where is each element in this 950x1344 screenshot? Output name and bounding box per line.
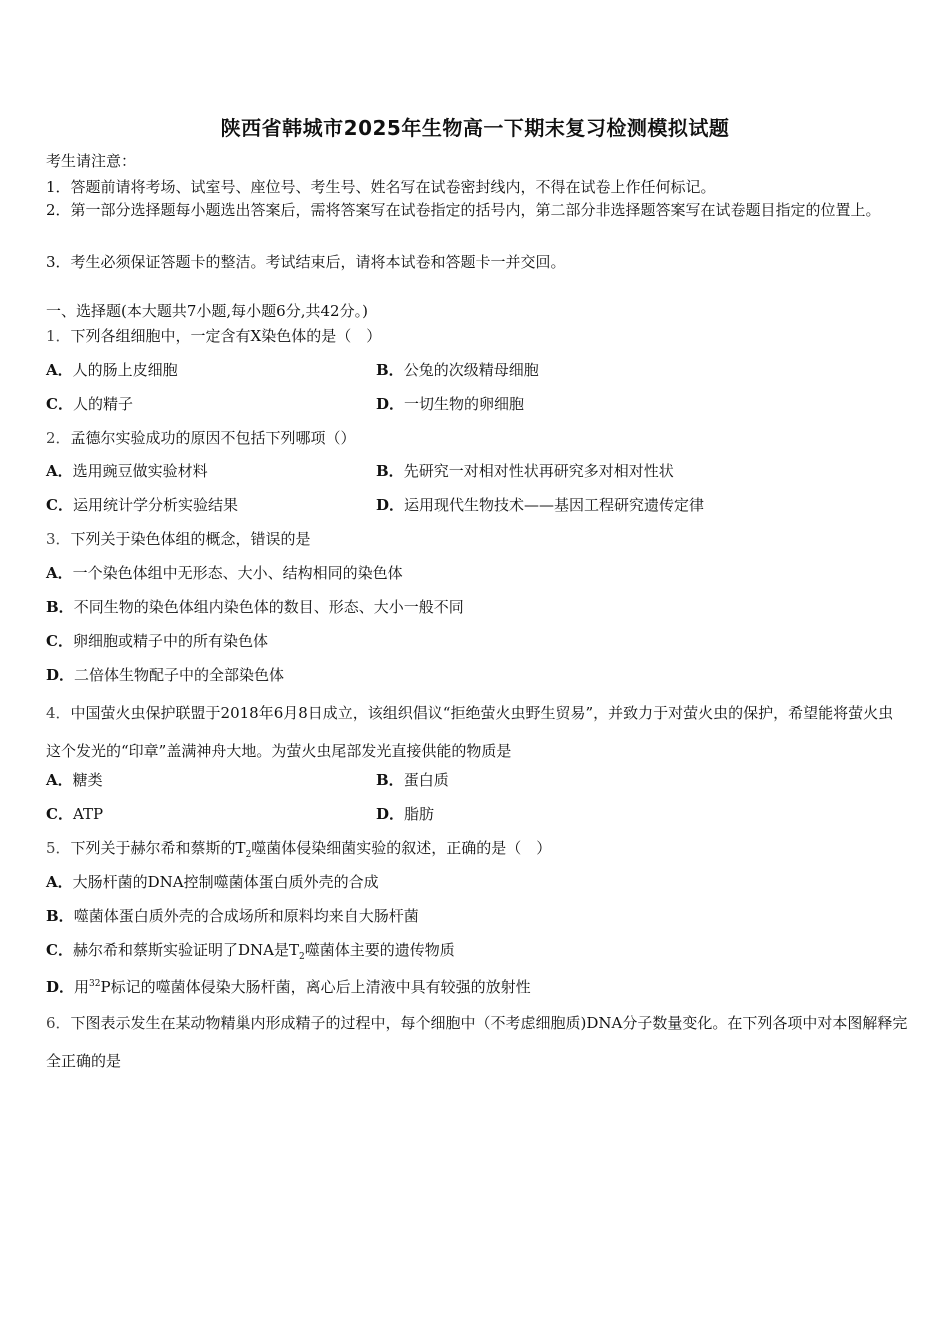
- question-2: [46, 429, 356, 447]
- notice-header: 考生请注意：: [46, 152, 137, 170]
- subscript: 2: [245, 850, 252, 860]
- question-stem: 下图表示发生在某动物精巢内形成精子的过程中，每个细胞中（不考虑细胞质)DNA分子数量变化。在下列各项中对本图解释完全正确的是: [46, 1014, 908, 1070]
- option-text: ATP: [72, 805, 104, 823]
- question-stem-cont: 噬菌体侵染细菌实验的叙述，正确的是（ ）: [251, 839, 552, 857]
- question-1: [46, 327, 381, 345]
- question-number: 6．: [46, 1014, 71, 1032]
- option-2b[interactable]: [376, 462, 674, 480]
- page-title: 陕西省韩城市2025年生物高一下期末复习检测模拟试题: [220, 116, 730, 140]
- question-number: 4．: [46, 704, 71, 722]
- question-number: 2．: [46, 429, 71, 447]
- option-1c[interactable]: [46, 395, 133, 413]
- question-4: [46, 694, 908, 770]
- option-text: 运用现代生物技术——基因工程研究遗传定律: [404, 496, 705, 514]
- option-text: 选用豌豆做实验材料: [72, 462, 208, 480]
- option-label: B．: [376, 361, 404, 379]
- option-text: 人的肠上皮细胞: [72, 361, 178, 379]
- question-stem: 中国萤火虫保护联盟于2018年6月8日成立，该组织倡议“拒绝萤火虫野生贸易”，并致力于对萤火虫的保护，希望能将萤火虫这个发光的“印章”盖满神舟大地。为萤火虫尾部发光直接供能的物质是: [46, 704, 894, 760]
- question-6: [46, 1004, 908, 1080]
- option-3d[interactable]: [46, 666, 284, 684]
- option-label: A．: [46, 361, 73, 379]
- option-text: 不同生物的染色体组内染色体的数目、形态、大小一般不同: [73, 598, 464, 616]
- option-4b[interactable]: [376, 771, 449, 789]
- subscript: 2: [298, 952, 305, 962]
- option-2a[interactable]: [46, 462, 208, 480]
- option-3b[interactable]: [46, 598, 464, 616]
- question-number: 1．: [46, 327, 71, 345]
- option-text: 运用统计学分析实验结果: [72, 496, 238, 514]
- option-label: D．: [46, 978, 75, 996]
- option-text: 卵细胞或精子中的所有染色体: [72, 632, 268, 650]
- option-label: D．: [376, 496, 405, 514]
- option-label: A．: [46, 462, 73, 480]
- option-2c[interactable]: [46, 496, 238, 514]
- option-3a[interactable]: [46, 564, 403, 582]
- option-label: C．: [46, 395, 73, 413]
- option-label: B．: [46, 598, 74, 616]
- notice-item-2: 2．第一部分选择题每小题选出答案后，需将答案写在试卷指定的括号内，第二部分非选择题答案写在试卷题目指定的位置上。: [46, 201, 881, 219]
- question-number: 5．: [46, 839, 71, 857]
- option-text: 用: [74, 978, 90, 996]
- option-text: 蛋白质: [403, 771, 449, 789]
- option-1a[interactable]: [46, 361, 178, 379]
- question-stem: 下列关于赫尔希和蔡斯的T: [70, 839, 246, 857]
- option-text: 二倍体生物配子中的全部染色体: [74, 666, 285, 684]
- option-label: C．: [46, 632, 73, 650]
- option-label: B．: [376, 771, 404, 789]
- question-5: [46, 839, 551, 864]
- option-label: C．: [46, 941, 73, 959]
- option-label: A．: [46, 873, 73, 891]
- option-text: 糖类: [72, 771, 103, 789]
- option-4a[interactable]: [46, 771, 103, 789]
- option-text: 一个染色体组中无形态、大小、结构相同的染色体: [72, 564, 403, 582]
- option-text: 大肠杆菌的DNA控制噬菌体蛋白质外壳的合成: [72, 873, 379, 891]
- option-text: 先研究一对相对性状再研究多对相对性状: [403, 462, 674, 480]
- option-label: C．: [46, 496, 73, 514]
- option-label: C．: [46, 805, 73, 823]
- option-5d[interactable]: [46, 975, 531, 996]
- option-label: B．: [46, 907, 74, 925]
- option-label: A．: [46, 771, 73, 789]
- option-text: 公兔的次级精母细胞: [403, 361, 539, 379]
- question-stem: 孟德尔实验成功的原因不包括下列哪项（）: [70, 429, 356, 447]
- section-heading: 一、选择题(本大题共7小题,每小题6分,共42分。): [46, 302, 368, 320]
- notice-item-3: 3．考生必须保证答题卡的整洁。考试结束后，请将本试卷和答题卡一并交回。: [46, 253, 566, 271]
- option-label: D．: [376, 395, 405, 413]
- question-3: [46, 530, 311, 548]
- option-2d[interactable]: [376, 496, 704, 514]
- question-number: 3．: [46, 530, 71, 548]
- option-4d[interactable]: [376, 805, 434, 823]
- option-text-cont: 噬菌体主要的遗传物质: [304, 941, 455, 959]
- option-3c[interactable]: [46, 632, 268, 650]
- option-text: 一切生物的卵细胞: [404, 395, 525, 413]
- option-1d[interactable]: [376, 395, 524, 413]
- option-text-cont: P标记的噬菌体侵染大肠杆菌，离心后上清液中具有较强的放射性: [100, 978, 531, 996]
- option-text: 噬菌体蛋白质外壳的合成场所和原料均来自大肠杆菌: [73, 907, 419, 925]
- question-stem: 下列各组细胞中，一定含有X染色体的是（ ）: [70, 327, 382, 345]
- option-5a[interactable]: [46, 873, 379, 891]
- option-text: 人的精子: [72, 395, 133, 413]
- option-text: 脂肪: [404, 805, 435, 823]
- option-5c[interactable]: [46, 941, 455, 966]
- option-label: D．: [376, 805, 405, 823]
- superscript: 32: [89, 979, 101, 989]
- option-5b[interactable]: [46, 907, 419, 925]
- option-4c[interactable]: [46, 805, 103, 823]
- option-1b[interactable]: [376, 361, 539, 379]
- option-label: D．: [46, 666, 75, 684]
- option-text: 赫尔希和蔡斯实验证明了DNA是T: [72, 941, 299, 959]
- question-stem: 下列关于染色体组的概念，错误的是: [70, 530, 311, 548]
- option-label: B．: [376, 462, 404, 480]
- notice-item-1: 1．答题前请将考场、试室号、座位号、考生号、姓名写在试卷密封线内，不得在试卷上作任何标记。: [46, 178, 716, 196]
- option-label: A．: [46, 564, 73, 582]
